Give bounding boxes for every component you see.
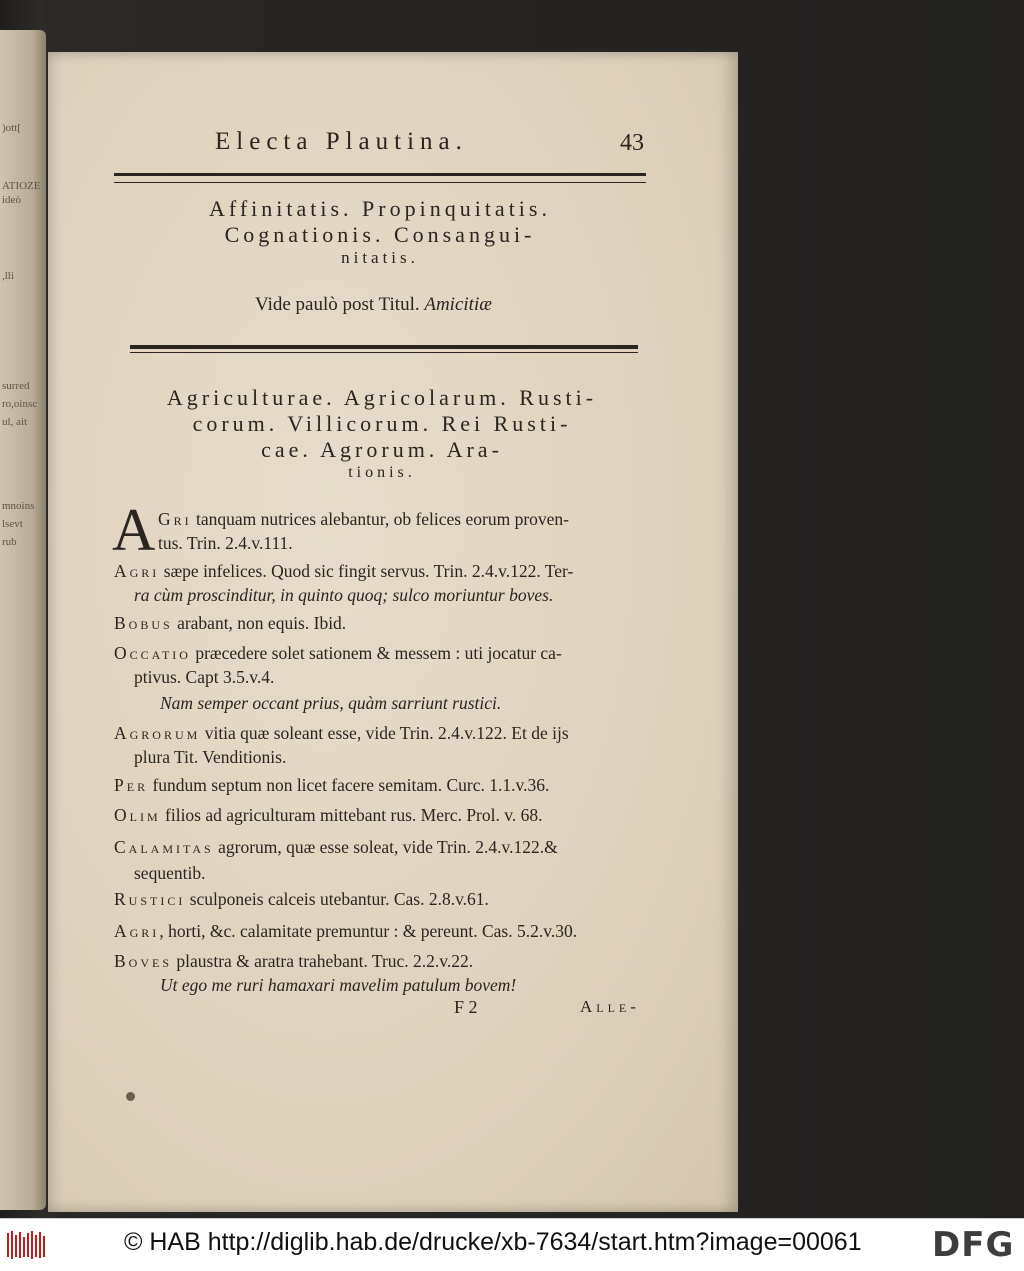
section2-heading-line-4: tionis. <box>348 464 416 481</box>
previous-page-edge <box>0 30 46 1210</box>
entry-4-line-2: ptivus. Capt 3.5.v.4. <box>134 667 275 687</box>
entry-3 <box>114 610 346 636</box>
quote-2: Ut ego me ruri hamaxari mavelim patulum bovem! <box>160 975 517 995</box>
entry-text: fundum septum non licet facere semitam. Curc. 1.1.v.36. <box>148 775 550 795</box>
previous-page-text-fragments: )ott[ ATIOZE ideò ,lli surred ro,oinsc ul, ait mnoins lsevt rub <box>2 122 41 548</box>
entry-11 <box>114 948 473 974</box>
drop-cap: A <box>112 497 156 563</box>
copyright-url[interactable]: © HAB http://diglib.hab.de/drucke/xb-7634/start.htm?image=00061 <box>124 1228 862 1256</box>
section1-heading-line-3: nitatis. <box>341 248 419 267</box>
entry-text: agrorum, quæ esse soleat, vide Trin. 2.4.v.122.& <box>213 837 558 857</box>
entry-2-line-2: ra cùm proscinditur, in quinto quoq; sulco moriuntur boves. <box>134 585 554 605</box>
entry-keyword: Olim <box>114 805 161 825</box>
entry-4-line-1 <box>114 640 562 666</box>
entry-text: sæpe infelices. Quod sic fingit servus. Trin. 2.4.v.122. Ter- <box>159 561 574 581</box>
running-head-title: Electa Plautina. <box>215 128 468 155</box>
entry-8-line-1 <box>114 834 558 860</box>
entry-8-line-2: sequentib. <box>134 863 206 883</box>
quote-1: Nam semper occant prius, quàm sarriunt rustici. <box>160 693 502 713</box>
entry-5-line-2: plura Tit. Venditionis. <box>134 747 287 767</box>
entry-text: præcedere solet sationem & messem : uti jocatur ca- <box>190 643 562 663</box>
dfg-logo: DFG <box>932 1225 1015 1265</box>
entry-2-line-1 <box>114 558 573 584</box>
entry-keyword: Per <box>114 775 149 795</box>
entry-keyword: Boves <box>114 951 173 971</box>
section1-heading-line-1: Affinitatis. Propinquitatis. <box>209 196 551 221</box>
hab-logo-icon <box>6 1229 46 1261</box>
entry-6 <box>114 772 549 798</box>
entry-9 <box>114 886 489 912</box>
entry-1-line-2: tus. Trin. 2.4.v.111. <box>158 533 293 553</box>
entry-text: arabant, non equis. Ibid. <box>172 613 347 633</box>
section-divider <box>130 345 638 349</box>
catchword: Alle- <box>580 997 640 1016</box>
entry-text: tanquam nutrices alebantur, ob felices eorum proven- <box>191 509 569 529</box>
ink-spot <box>126 1092 135 1101</box>
entry-keyword: Agri <box>114 921 160 941</box>
entry-text: vitia quæ soleant esse, vide Trin. 2.4.v.122. Et de ijs <box>200 723 569 743</box>
entry-keyword: Agri <box>114 561 160 581</box>
page-number: 43 <box>620 130 644 156</box>
section2-heading-line-3: cae. Agrorum. Ara- <box>261 437 503 462</box>
entry-7 <box>114 802 542 828</box>
section1-heading-line-2: Cognationis. Consangui- <box>224 222 536 247</box>
entry-keyword: Occatio <box>114 643 191 663</box>
entry-keyword: Gri <box>158 509 192 529</box>
entry-text: sculponeis calceis utebantur. Cas. 2.8.v.61. <box>185 889 489 909</box>
head-rule <box>114 173 646 183</box>
entry-5-line-1 <box>114 720 569 746</box>
section2-heading-line-2: corum. Villicorum. Rei Rusti- <box>192 411 572 436</box>
section2-heading-line-1: Agriculturae. Agricolarum. Rusti- <box>166 385 598 410</box>
see-also-title: Amicitiæ <box>424 294 492 315</box>
entry-text: plaustra & aratra trahebant. Truc. 2.2.v.22. <box>172 951 474 971</box>
entry-keyword: Calamitas <box>114 837 214 857</box>
entry-keyword: Agrorum <box>114 723 201 743</box>
entry-keyword: Rustici <box>114 889 186 909</box>
entry-text: filios ad agriculturam mittebant rus. Merc. Prol. v. 68. <box>160 805 543 825</box>
section-divider-thin <box>130 352 638 353</box>
entry-1-line-1 <box>158 506 569 532</box>
footer-bar <box>0 1218 1024 1271</box>
see-also-reference <box>255 294 492 316</box>
see-also-text: Vide paulò post Titul. <box>255 294 420 315</box>
entry-text: , horti, &c. calamitate premuntur : & pereunt. Cas. 5.2.v.30. <box>159 921 578 941</box>
signature-mark: F 2 <box>454 997 478 1017</box>
entry-10 <box>114 918 577 944</box>
entry-keyword: Bobus <box>114 613 173 633</box>
